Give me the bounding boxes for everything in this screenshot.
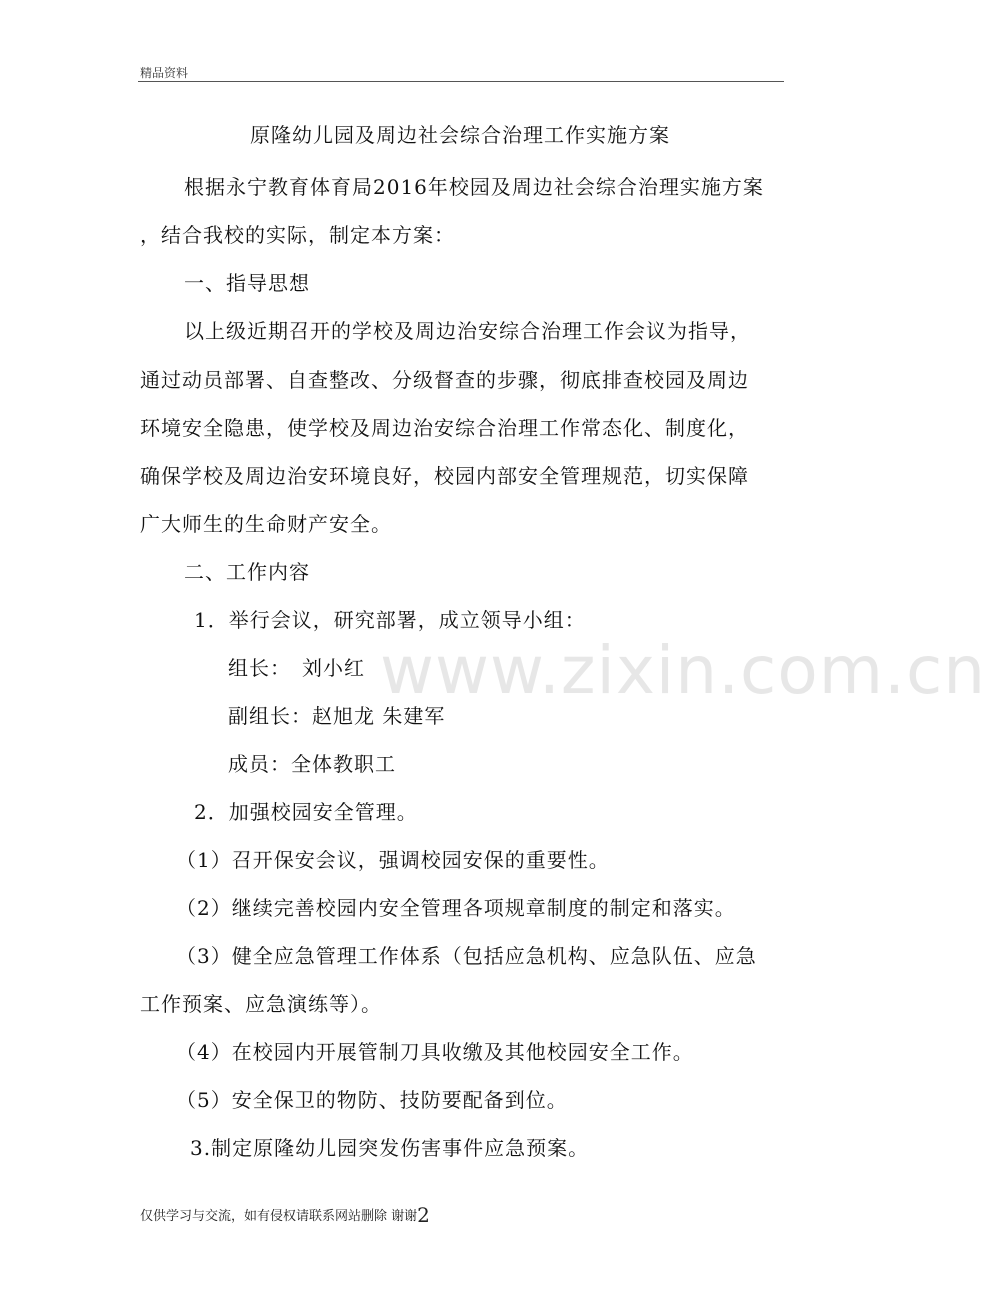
footer — [140, 1203, 430, 1227]
list-item: 副组长：赵旭龙 朱建军 — [228, 704, 446, 728]
document-title: 原隆幼儿园及周边社会综合治理工作实施方案 — [250, 123, 670, 147]
list-item: （1）召开保安会议，强调校园安保的重要性。 — [176, 848, 610, 872]
list-item: 成员：全体教职工 — [228, 752, 396, 776]
paragraph-line: 环境安全隐患，使学校及周边治安综合治理工作常态化、制度化， — [140, 416, 749, 440]
paragraph-line: 通过动员部署、自查整改、分级督查的步骤，彻底排查校园及周边 — [140, 368, 749, 392]
paragraph-line: 广大师生的生命财产安全。 — [140, 512, 392, 536]
list-item: 2．加强校园安全管理。 — [194, 800, 418, 824]
list-item: 1．举行会议，研究部署，成立领导小组： — [194, 608, 586, 632]
list-item: （2）继续完善校园内安全管理各项规章制度的制定和落实。 — [176, 896, 736, 920]
paragraph-line: 确保学校及周边治安环境良好，校园内部安全管理规范，切实保障 — [140, 464, 749, 488]
section-heading: 一、指导思想 — [184, 271, 310, 295]
page-number: 2 — [417, 1203, 430, 1227]
watermark: www.zixin.com.cn — [380, 632, 986, 709]
section-heading: 二、工作内容 — [184, 560, 310, 584]
header-label: 精品资料 — [140, 66, 189, 80]
header-rule — [138, 81, 784, 82]
list-item: （5）安全保卫的物防、技防要配备到位。 — [176, 1088, 568, 1112]
list-item: 3.制定原隆幼儿园突发伤害事件应急预案。 — [190, 1136, 590, 1160]
paragraph-line: 根据永宁教育体育局2016年校园及周边社会综合治理实施方案 — [184, 175, 764, 199]
paragraph-line: 工作预案、应急演练等）。 — [140, 992, 382, 1016]
paragraph-line: ，结合我校的实际，制定本方案： — [140, 223, 455, 247]
paragraph-line: 以上级近期召开的学校及周边治安综合治理工作会议为指导， — [184, 319, 751, 343]
list-item: （4）在校园内开展管制刀具收缴及其他校园安全工作。 — [176, 1040, 694, 1064]
footer-text: 仅供学习与交流，如有侵权请联系网站删除 谢谢 — [140, 1209, 418, 1224]
list-item: （3）健全应急管理工作体系（包括应急机构、应急队伍、应急 — [176, 944, 757, 968]
list-item: 组长： 刘小红 — [228, 656, 365, 680]
